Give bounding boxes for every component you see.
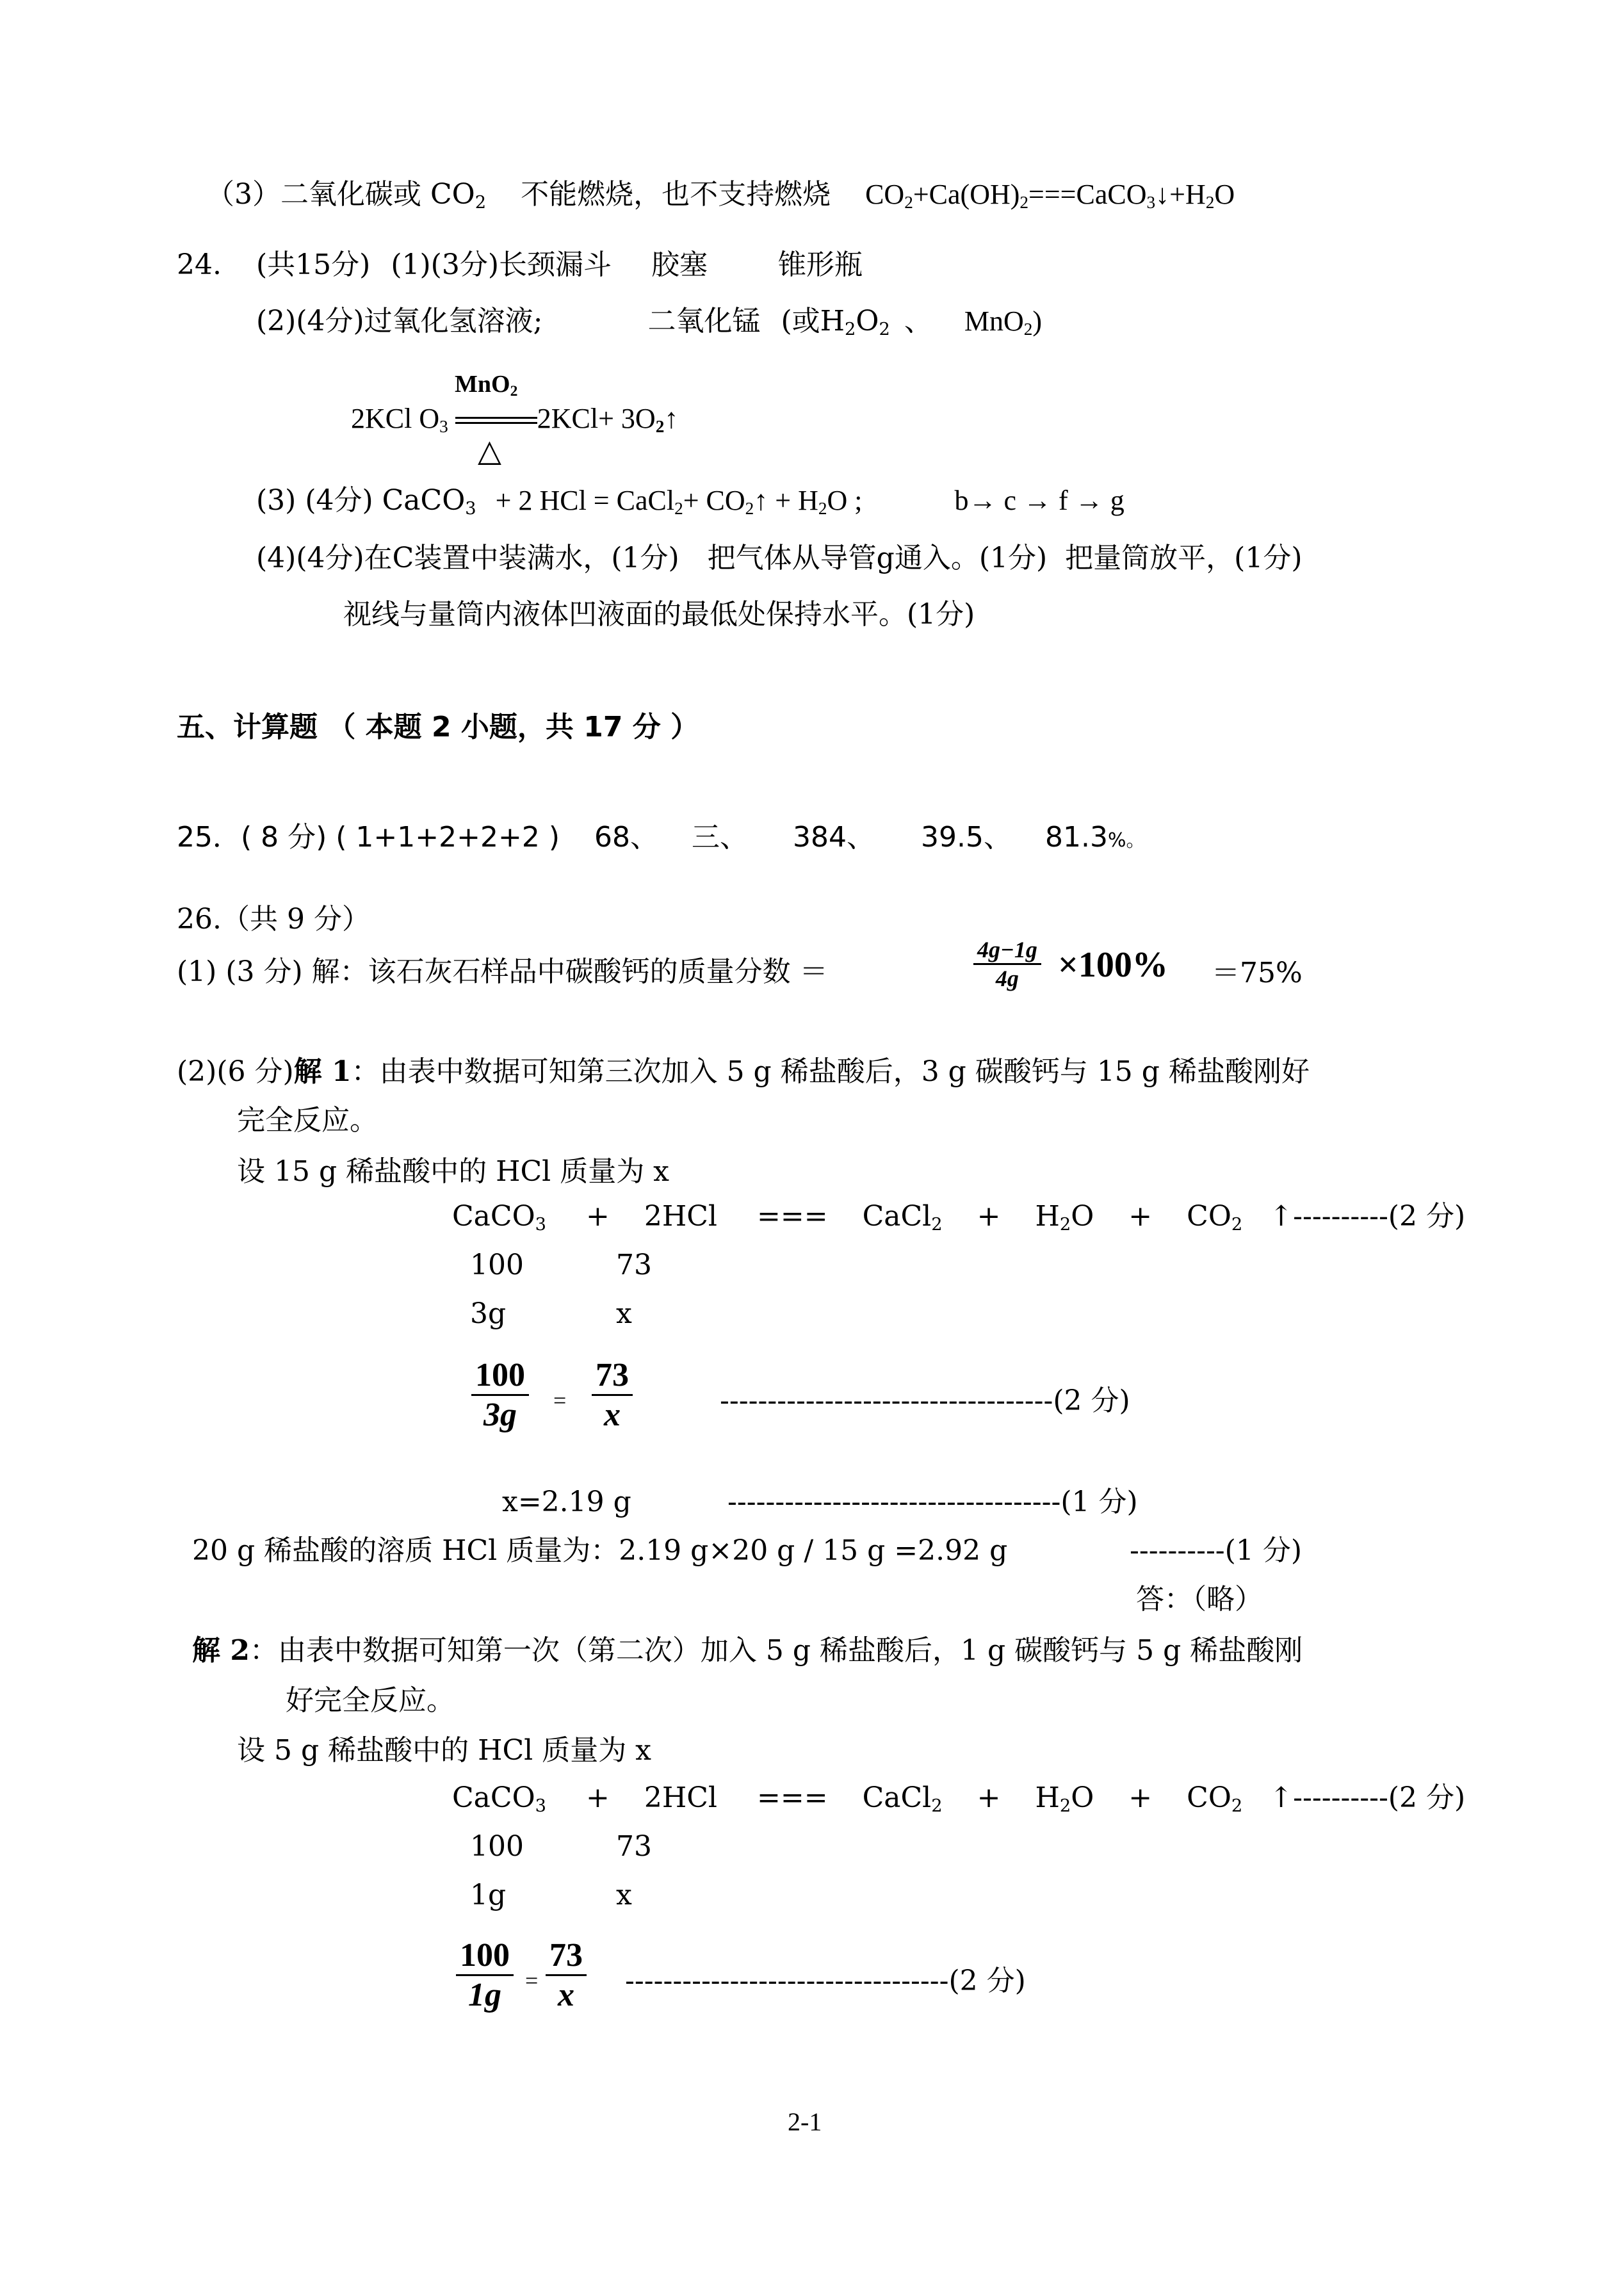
catalyst-label: MnO$_2$: [455, 371, 518, 400]
q26-part2-line1: (2)(6 分)解 1：由表中数据可知第三次加入 5 g 稀盐酸后，3 g 碳酸钙与 15 g 稀盐酸刚好: [177, 1055, 1310, 1088]
sol2-fraction-points: ----------------------------------(2 分): [625, 1965, 1026, 1997]
q24-line3: (3) (4分) CaCO$_3$ + 2 HCl = CaCl$_2$+ $CO_2↑ + H_2O$ ; b→ c → f → g: [256, 484, 1125, 519]
sol1-fraction-left: 100 3g: [471, 1356, 529, 1434]
reaction-equals-sign: [455, 417, 537, 426]
sol2-fraction-left: 100 1g: [456, 1936, 514, 2014]
sol1-equals: =: [553, 1388, 567, 1413]
page-number: 2-1: [788, 2107, 822, 2136]
q26-part1: (1) (3 分) 解：该石灰石样品中碳酸钙的质量分数 ＝: [177, 955, 828, 988]
fraction-mass: 4g−1g 4g: [973, 936, 1041, 992]
q24-line1: (共15分) (1)(3分)长颈漏斗 胶塞 锥形瓶: [256, 248, 863, 281]
q26-part2-let: 设 15 g 稀盐酸中的 HCl 质量为 x: [237, 1155, 669, 1188]
sol1-fraction-points: -----------------------------------(2 分): [720, 1384, 1130, 1417]
sol1-result: x=2.19 g: [502, 1486, 631, 1518]
heat-icon: △: [478, 433, 501, 469]
sol2-mass-x: x: [616, 1879, 632, 1911]
sol1-mass-3g: 3g: [470, 1297, 507, 1330]
sol2-equation: CaCO$_3$ + 2HCl === CaCl$_2$ + $H_2O + CO_2$ ↑----------(2 分): [452, 1781, 1466, 1816]
q26-head: 26.（共 9 分）: [177, 903, 370, 936]
q24-number: 24.: [177, 248, 222, 281]
sol2-mass-1g: 1g: [470, 1879, 507, 1911]
sol2-fraction-right: 73 x: [546, 1936, 587, 2014]
sol2-let: 设 5 g 稀盐酸中的 HCl 质量为 x: [237, 1734, 652, 1767]
sol2-line1: 解 2：由表中数据可知第一次（第二次）加入 5 g 稀盐酸后，1 g 碳酸钙与 5 g 稀盐酸刚: [192, 1634, 1303, 1667]
percent-result: ＝75%: [1212, 957, 1303, 989]
sol2-line2: 好完全反应。: [286, 1684, 455, 1717]
q23-equation: $CO_2+Ca(OH)_2===CaCO_3↓+H_2O$: [865, 179, 1235, 212]
section-title: 五、计算题 （ 本题 2 小题，共 17 分 ）: [177, 711, 699, 743]
sol1-final-line: 20 g 稀盐酸的溶质 HCl 质量为：2.19 g×20 g / 15 g =2.92 g: [192, 1534, 1008, 1567]
sol1-molar-100: 100: [470, 1249, 524, 1281]
sol1-result-points: -----------------------------------(1 分): [727, 1486, 1138, 1518]
sol2-molar-100: 100: [470, 1830, 524, 1863]
q25-line: 25．( 8 分) ( 1+1+2+2+2 ) 68、 三、 384、 39.5、 81.3%。: [177, 821, 1146, 854]
answer-note: 答：（略）: [1136, 1583, 1263, 1616]
sol1-molar-73: 73: [616, 1249, 652, 1281]
q26-part2-line2: 完全反应。: [237, 1104, 378, 1137]
percent-factor: ×100%: [1058, 945, 1168, 985]
q23-part3-line: （3）二氧化碳或 $CO_2$ 不能燃烧，也不支持燃烧 $CO_2+Ca(OH)_2===CaCO_3↓+H_2O$: [206, 178, 1235, 213]
sol2-equals: =: [525, 1968, 539, 1993]
q24-line2: (2)(4分)过氧化氢溶液; 二氧化锰 (或$H_2O_2$ 、 MnO$_2$): [256, 305, 1043, 339]
q24-line4: (4)(4分)在C装置中装满水，(1分) 把气体从导管g通入。(1分) 把量筒放平，(1分): [256, 542, 1303, 574]
sol1-mass-x: x: [616, 1297, 632, 1330]
sol1-fraction-right: 73 x: [592, 1356, 633, 1434]
q24-line5: 视线与量筒内液体凹液面的最低处保持水平。(1分): [343, 598, 975, 631]
sol1-final-points: ----------(1 分): [1130, 1534, 1302, 1567]
sol1-equation: CaCO$_3$ + 2HCl === CaCl$_2$ + $H_2O + CO_2$ ↑----------(2 分): [452, 1200, 1466, 1235]
sol2-molar-73: 73: [616, 1830, 652, 1863]
kclo3-equation: 2KCl $O_3$ $2KCl+ 3O_2↑$: [351, 403, 679, 436]
